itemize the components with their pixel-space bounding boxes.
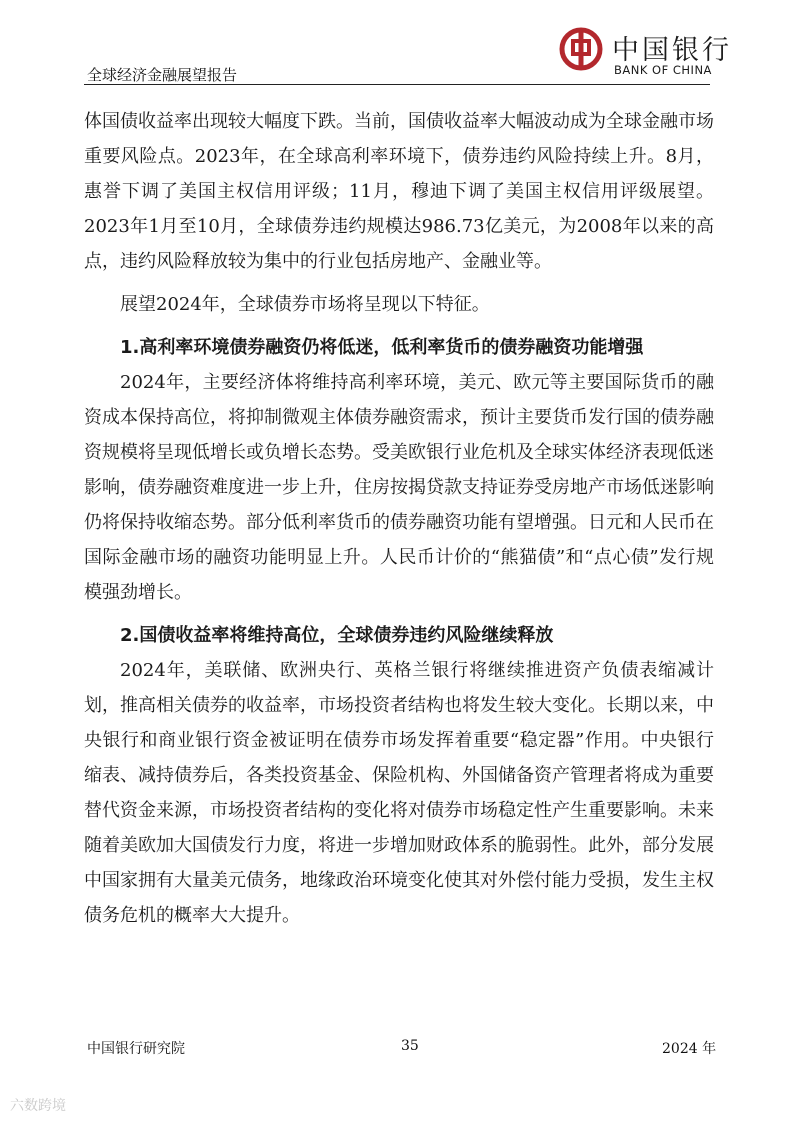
page-body bbox=[84, 104, 714, 933]
paragraph-section-2: 2024年，美联储、欧洲央行、英格兰银行将继续推进资产负债表缩减计划，推高相关债券的收益率，市场投资者结构也将发生较大变化。长期以来，中央银行和商业银行资金被证明在债券市场发挥着重要“稳定器”作用。中央银行缩表、减持债券后，各类投资基金、保险机构、外国储备资产管理者将成为重要替代资金来源，市场投资者结构的变化将对债券市场稳定性产生重要影响。未来随着美欧加大国债发行力度，将进一步增加财政体系的脆弱性。此外，部分发展中国家拥有大量美元债务，地缘政治环境变化使其对外偿付能力受损，发生主权债务危机的概率大大提升。 bbox=[84, 660, 714, 926]
paragraph-intro: 体国债收益率出现较大幅度下跌。当前，国债收益率大幅波动成为全球金融市场重要风险点。2023年，在全球高利率环境下，债券违约风险持续上升。8月，惠誉下调了美国主权信用评级；11月，穆迪下调了美国主权信用评级展望。2023年1月至10月，全球债券违约规模达986.73亿美元，为2008年以来的高点，违约风险释放较为集中的行业包括房地产、金融业等。 bbox=[84, 111, 714, 272]
section-heading-2: 2.国债收益率将维持高位，全球债券违约风险继续释放 bbox=[120, 625, 554, 646]
footer-page-number: 35 bbox=[401, 1038, 419, 1054]
report-title: 全球经济金融展望报告 bbox=[87, 66, 238, 84]
footer-institution: 中国银行研究院 bbox=[87, 1041, 185, 1057]
bank-of-china-emblem-icon bbox=[558, 26, 604, 72]
section-heading-1: 1.高利率环境债券融资仍将低迷，低利率货币的债券融资功能增强 bbox=[120, 337, 644, 358]
bank-logo bbox=[558, 24, 732, 82]
watermark-text: 六数跨境 bbox=[10, 1098, 66, 1114]
footer-year: 2024 年 bbox=[662, 1041, 717, 1057]
watermark bbox=[10, 1095, 66, 1115]
paragraph-outlook: 展望2024年，全球债券市场将呈现以下特征。 bbox=[120, 294, 490, 315]
paragraph-section-1: 2024年，主要经济体将维持高利率环境，美元、欧元等主要国际货币的融资成本保持高位，将抑制微观主体债券融资需求，预计主要货币发行国的债券融资规模将呈现低增长或负增长态势。受美欧银行业危机及全球实体经济表现低迷影响，债券融资难度进一步上升，住房按揭贷款支持证券受房地产市场低迷影响仍将保持收缩态势。部分低利率货币的债券融资功能有望增强。日元和人民币在国际金融市场的融资功能明显上升。人民币计价的“熊猫债”和“点心债”发行规模强劲增长。 bbox=[84, 372, 714, 603]
header-divider bbox=[84, 84, 710, 85]
logo-chinese-name: 中国银行 bbox=[612, 35, 732, 66]
logo-english-name: BANK OF CHINA bbox=[614, 63, 712, 77]
